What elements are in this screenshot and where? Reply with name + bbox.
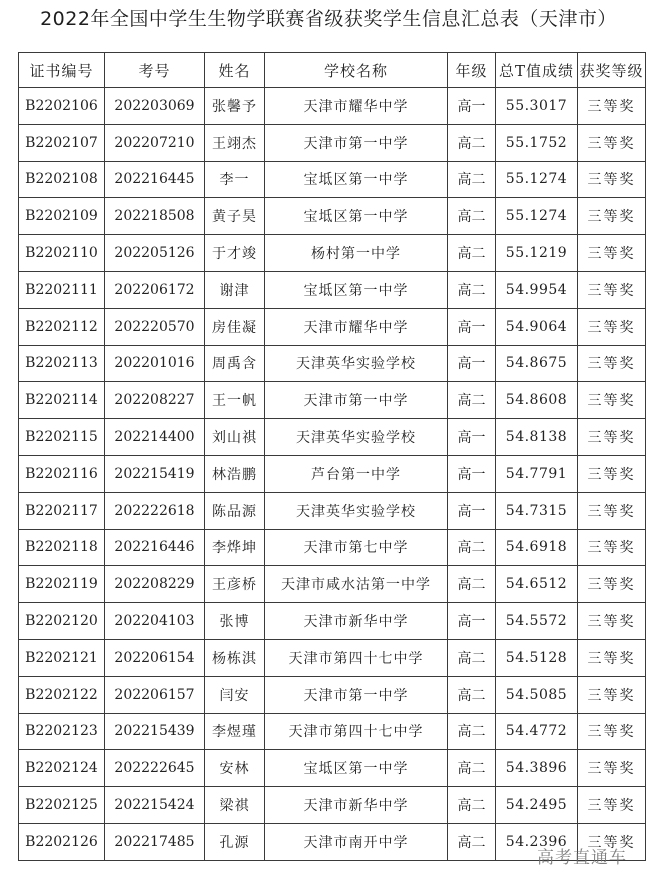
exam-no-cell: 202216446: [105, 529, 205, 566]
student-name-cell: 李烨坤: [205, 529, 265, 566]
cert-no-cell: B2202114: [19, 382, 105, 419]
score-cell: 54.3896: [496, 750, 578, 787]
school-name-cell: 天津市新华中学: [265, 787, 448, 824]
table-row: [19, 603, 646, 640]
header-cert-no: 证书编号: [19, 53, 105, 88]
student-name-cell: 李一: [205, 161, 265, 198]
award-cell: 三等奖: [578, 492, 646, 529]
student-name-cell: 孔源: [205, 823, 265, 860]
school-name-cell: 天津市新华中学: [265, 603, 448, 640]
score-cell: 54.8675: [496, 345, 578, 382]
award-cell: 三等奖: [578, 823, 646, 860]
exam-no-cell: 202208227: [105, 382, 205, 419]
table-row: [19, 455, 646, 492]
student-name-cell: 刘山祺: [205, 419, 265, 456]
grade-cell: 高二: [448, 235, 496, 272]
student-name-cell: 王彦桥: [205, 566, 265, 603]
award-cell: 三等奖: [578, 161, 646, 198]
student-name-cell: 谢津: [205, 271, 265, 308]
student-name-cell: 张馨予: [205, 88, 265, 125]
grade-cell: 高二: [448, 198, 496, 235]
award-cell: 三等奖: [578, 750, 646, 787]
grade-cell: 高一: [448, 345, 496, 382]
table-row: [19, 639, 646, 676]
score-cell: 55.1219: [496, 235, 578, 272]
cert-no-cell: B2202108: [19, 161, 105, 198]
school-name-cell: 天津市第四十七中学: [265, 639, 448, 676]
grade-cell: 高二: [448, 566, 496, 603]
school-name-cell: 天津市第七中学: [265, 529, 448, 566]
cert-no-cell: B2202112: [19, 308, 105, 345]
cert-no-cell: B2202119: [19, 566, 105, 603]
table-row: [19, 492, 646, 529]
award-cell: 三等奖: [578, 124, 646, 161]
grade-cell: 高一: [448, 492, 496, 529]
award-cell: 三等奖: [578, 235, 646, 272]
cert-no-cell: B2202109: [19, 198, 105, 235]
exam-no-cell: 202220570: [105, 308, 205, 345]
student-name-cell: 陈品源: [205, 492, 265, 529]
award-cell: 三等奖: [578, 603, 646, 640]
grade-cell: 高二: [448, 823, 496, 860]
cert-no-cell: B2202111: [19, 271, 105, 308]
grade-cell: 高二: [448, 529, 496, 566]
cert-no-cell: B2202106: [19, 88, 105, 125]
student-name-cell: 梁祺: [205, 787, 265, 824]
cert-no-cell: B2202123: [19, 713, 105, 750]
exam-no-cell: 202222645: [105, 750, 205, 787]
score-cell: 54.2495: [496, 787, 578, 824]
table-row: [19, 382, 646, 419]
score-cell: 54.4772: [496, 713, 578, 750]
header-exam-no: 考号: [105, 53, 205, 88]
school-name-cell: 宝坻区第一中学: [265, 271, 448, 308]
exam-no-cell: 202207210: [105, 124, 205, 161]
school-name-cell: 天津市咸水沽第一中学: [265, 566, 448, 603]
award-cell: 三等奖: [578, 529, 646, 566]
score-cell: 54.5128: [496, 639, 578, 676]
score-cell: 54.9064: [496, 308, 578, 345]
student-name-cell: 黄子昊: [205, 198, 265, 235]
school-name-cell: 宝坻区第一中学: [265, 198, 448, 235]
grade-cell: 高二: [448, 676, 496, 713]
grade-cell: 高二: [448, 787, 496, 824]
score-cell: 54.8608: [496, 382, 578, 419]
score-cell: 54.5085: [496, 676, 578, 713]
exam-no-cell: 202214400: [105, 419, 205, 456]
grade-cell: 高一: [448, 455, 496, 492]
school-name-cell: 天津市耀华中学: [265, 308, 448, 345]
student-name-cell: 房佳凝: [205, 308, 265, 345]
table-row: [19, 787, 646, 824]
score-cell: 54.8138: [496, 419, 578, 456]
award-cell: 三等奖: [578, 713, 646, 750]
table-row: [19, 308, 646, 345]
header-grade: 年级: [448, 53, 496, 88]
exam-no-cell: 202218508: [105, 198, 205, 235]
grade-cell: 高一: [448, 603, 496, 640]
table-row: [19, 750, 646, 787]
score-cell: 55.3017: [496, 88, 578, 125]
school-name-cell: 天津市第四十七中学: [265, 713, 448, 750]
award-cell: 三等奖: [578, 639, 646, 676]
results-table: [18, 52, 646, 861]
exam-no-cell: 202216445: [105, 161, 205, 198]
award-cell: 三等奖: [578, 566, 646, 603]
grade-cell: 高一: [448, 419, 496, 456]
table-row: [19, 419, 646, 456]
exam-no-cell: 202206154: [105, 639, 205, 676]
cert-no-cell: B2202125: [19, 787, 105, 824]
grade-cell: 高二: [448, 750, 496, 787]
score-cell: 54.7315: [496, 492, 578, 529]
award-cell: 三等奖: [578, 308, 646, 345]
school-name-cell: 天津英华实验学校: [265, 492, 448, 529]
cert-no-cell: B2202107: [19, 124, 105, 161]
score-cell: 54.7791: [496, 455, 578, 492]
table-row: [19, 88, 646, 125]
exam-no-cell: 202217485: [105, 823, 205, 860]
student-name-cell: 闫安: [205, 676, 265, 713]
award-cell: 三等奖: [578, 271, 646, 308]
exam-no-cell: 202204103: [105, 603, 205, 640]
score-cell: 55.1274: [496, 161, 578, 198]
award-cell: 三等奖: [578, 88, 646, 125]
school-name-cell: 天津市南开中学: [265, 823, 448, 860]
score-cell: 55.1752: [496, 124, 578, 161]
cert-no-cell: B2202122: [19, 676, 105, 713]
exam-no-cell: 202215419: [105, 455, 205, 492]
table-row: [19, 566, 646, 603]
student-name-cell: 杨栋淇: [205, 639, 265, 676]
header-score: 总T值成绩: [496, 53, 578, 88]
grade-cell: 高一: [448, 88, 496, 125]
table-row: [19, 529, 646, 566]
score-cell: 54.5572: [496, 603, 578, 640]
grade-cell: 高二: [448, 639, 496, 676]
school-name-cell: 宝坻区第一中学: [265, 750, 448, 787]
award-cell: 三等奖: [578, 198, 646, 235]
exam-no-cell: 202205126: [105, 235, 205, 272]
cert-no-cell: B2202113: [19, 345, 105, 382]
score-cell: 55.1274: [496, 198, 578, 235]
score-cell: 54.2396: [496, 823, 578, 860]
school-name-cell: 天津市耀华中学: [265, 88, 448, 125]
school-name-cell: 天津英华实验学校: [265, 345, 448, 382]
student-name-cell: 安林: [205, 750, 265, 787]
award-cell: 三等奖: [578, 419, 646, 456]
grade-cell: 高二: [448, 161, 496, 198]
school-name-cell: 杨村第一中学: [265, 235, 448, 272]
grade-cell: 高二: [448, 124, 496, 161]
cert-no-cell: B2202124: [19, 750, 105, 787]
score-cell: 54.9954: [496, 271, 578, 308]
cert-no-cell: B2202116: [19, 455, 105, 492]
cert-no-cell: B2202126: [19, 823, 105, 860]
table-row: [19, 713, 646, 750]
table-row: [19, 198, 646, 235]
grade-cell: 高二: [448, 382, 496, 419]
table-row: [19, 345, 646, 382]
cert-no-cell: B2202120: [19, 603, 105, 640]
header-award: 获奖等级: [578, 53, 646, 88]
grade-cell: 高一: [448, 308, 496, 345]
school-name-cell: 天津市第一中学: [265, 382, 448, 419]
score-cell: 54.6918: [496, 529, 578, 566]
cert-no-cell: B2202117: [19, 492, 105, 529]
header-row: [19, 53, 646, 88]
student-name-cell: 林浩鹏: [205, 455, 265, 492]
school-name-cell: 天津英华实验学校: [265, 419, 448, 456]
cert-no-cell: B2202118: [19, 529, 105, 566]
cert-no-cell: B2202110: [19, 235, 105, 272]
student-name-cell: 李煜瑾: [205, 713, 265, 750]
exam-no-cell: 202215439: [105, 713, 205, 750]
watermark: 高考直通车: [537, 848, 627, 868]
award-cell: 三等奖: [578, 382, 646, 419]
table-row: [19, 271, 646, 308]
page-title: 2022年全国中学生生物学联赛省级获奖学生信息汇总表（天津市）: [40, 8, 617, 30]
table-row: [19, 676, 646, 713]
award-cell: 三等奖: [578, 676, 646, 713]
student-name-cell: 王翊杰: [205, 124, 265, 161]
table-body: [19, 88, 646, 861]
award-cell: 三等奖: [578, 455, 646, 492]
table-row: [19, 124, 646, 161]
header-name: 姓名: [205, 53, 265, 88]
school-name-cell: 芦台第一中学: [265, 455, 448, 492]
exam-no-cell: 202206172: [105, 271, 205, 308]
award-cell: 三等奖: [578, 345, 646, 382]
exam-no-cell: 202206157: [105, 676, 205, 713]
header-school: 学校名称: [265, 53, 448, 88]
cert-no-cell: B2202121: [19, 639, 105, 676]
student-name-cell: 周禹含: [205, 345, 265, 382]
score-cell: 54.6512: [496, 566, 578, 603]
school-name-cell: 天津市第一中学: [265, 124, 448, 161]
school-name-cell: 宝坻区第一中学: [265, 161, 448, 198]
exam-no-cell: 202203069: [105, 88, 205, 125]
student-name-cell: 王一帆: [205, 382, 265, 419]
table-row: [19, 235, 646, 272]
student-name-cell: 张博: [205, 603, 265, 640]
table-row: [19, 161, 646, 198]
exam-no-cell: 202215424: [105, 787, 205, 824]
award-cell: 三等奖: [578, 787, 646, 824]
exam-no-cell: 202201016: [105, 345, 205, 382]
grade-cell: 高二: [448, 271, 496, 308]
school-name-cell: 天津市第一中学: [265, 676, 448, 713]
student-name-cell: 于才竣: [205, 235, 265, 272]
exam-no-cell: 202208229: [105, 566, 205, 603]
cert-no-cell: B2202115: [19, 419, 105, 456]
exam-no-cell: 202222618: [105, 492, 205, 529]
grade-cell: 高二: [448, 713, 496, 750]
